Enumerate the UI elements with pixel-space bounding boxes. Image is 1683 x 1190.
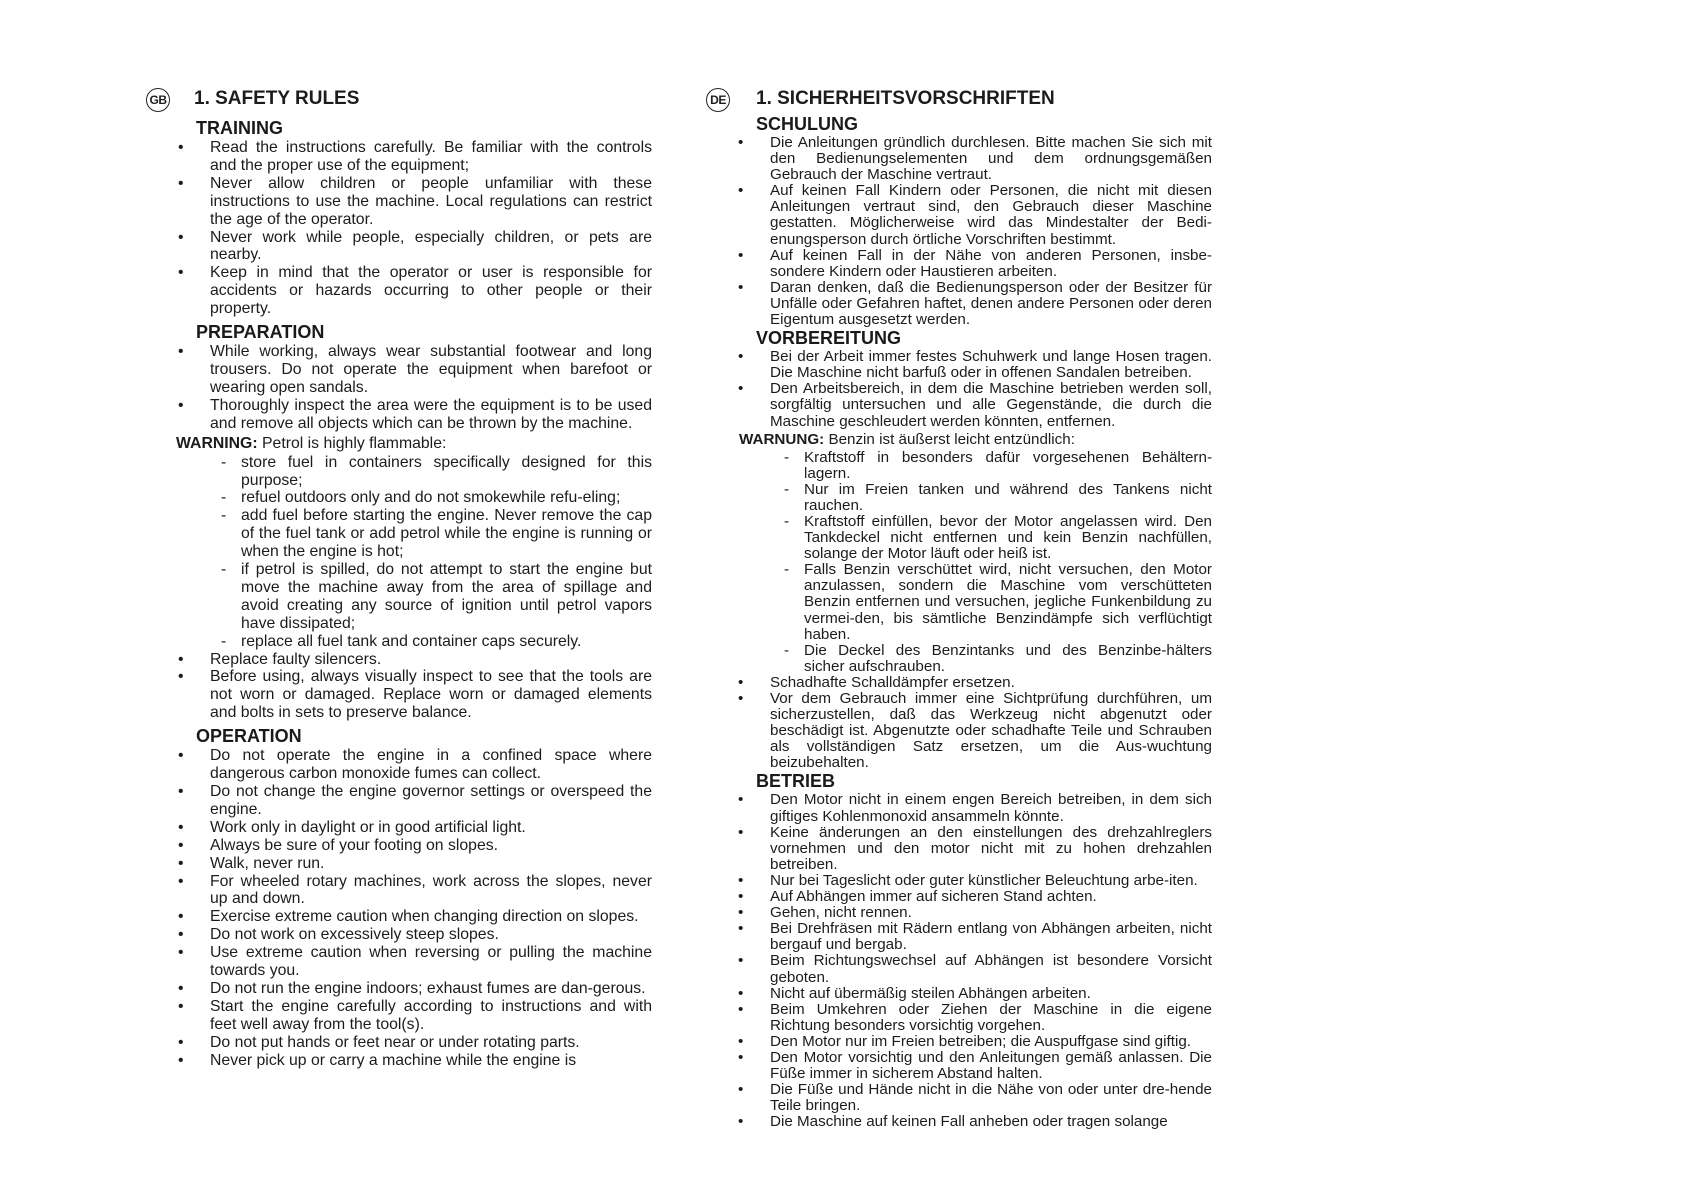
dash-item: - Die Deckel des Benzintanks und des Benzinbe-hälters sicher aufschrauben.: [706, 643, 1212, 675]
language-badge-de: DE: [706, 88, 730, 112]
list-item: • Gehen, nicht rennen.: [706, 905, 1212, 921]
dash-item: - Kraftstoff in besonders dafür vorgesehenen Behältern-lagern.: [706, 450, 1212, 482]
list-item: • Keep in mind that the operator or user is responsible for accidents or hazards occurring to other people or their property.: [146, 264, 652, 318]
operation-heading: OPERATION: [196, 726, 302, 747]
list-item: • Den Motor nicht in einem engen Bereich betreiben, in dem sich giftiges Kohlenmonoxid ansammeln könnte.: [706, 792, 1212, 824]
after-warning-list: [146, 651, 652, 723]
language-badge-gb: GB: [146, 88, 170, 112]
operation-list: [146, 747, 652, 1069]
list-item: • Vor dem Gebrauch immer eine Sichtprüfung durchführen, um sicherzustellen, daß das Werkzeug nicht abgenutzt oder beschädigt ist. Abgenutzte oder schadhafte Teile und Schrauben als vollständigen Satz ersetzen, um die Aus-wuchtung beizubehalten.: [706, 691, 1212, 771]
list-item: • Replace faulty silencers.: [146, 651, 652, 669]
dash-item: - Falls Benzin verschüttet wird, nicht versuchen, den Motor anzulassen, sondern die Maschine vom verschütteten Benzin entfernen und versuchen, jegliche Funkenbildung zu vermei-den, bis sämtliche Benzindämpfe sich verflüchtigt haben.: [706, 562, 1212, 642]
list-item: • Schadhafte Schalldämpfer ersetzen.: [706, 675, 1212, 691]
vorbereitung-list: [706, 349, 1212, 429]
warning-list: [146, 454, 652, 651]
betrieb-heading: BETRIEB: [756, 771, 836, 792]
list-item: • Die Füße und Hände nicht in die Nähe von oder unter dre-hende Teile bringen.: [706, 1082, 1212, 1114]
list-item: • Read the instructions carefully. Be familiar with the controls and the proper use of the equipment;: [146, 139, 652, 175]
list-item: • Den Motor nur im Freien betreiben; die Auspuffgase sind giftig.: [706, 1034, 1212, 1050]
dash-item: - store fuel in containers specifically designed for this purpose;: [146, 454, 652, 490]
list-item: • Auf keinen Fall in der Nähe von anderen Personen, insbe-sondere Kindern oder Haustieren arbeiten.: [706, 248, 1212, 280]
list-item: • Den Arbeitsbereich, in dem die Maschine betrieben werden soll, sorgfältig untersuchen und alle Gegenstände, die durch die Maschine geschleudert werden könnten, entfernen.: [706, 381, 1212, 429]
list-item: • Work only in daylight or in good artificial light.: [146, 819, 652, 837]
vorbereitung-heading: VORBEREITUNG: [756, 328, 902, 349]
list-item: • Beim Richtungswechsel auf Abhängen ist besondere Vorsicht geboten.: [706, 953, 1212, 985]
list-item: • Do not work on excessively steep slopes.: [146, 926, 652, 944]
german-title: 1. SICHERHEITSVORSCHRIFTEN: [756, 88, 1055, 109]
dash-item: - replace all fuel tank and container caps securely.: [146, 633, 652, 651]
preparation-heading: PREPARATION: [196, 322, 325, 343]
german-column: [706, 88, 1212, 1130]
english-title: 1. SAFETY RULES: [194, 88, 360, 109]
warning-text: Petrol is highly flammable:: [257, 434, 447, 452]
list-item: • Beim Umkehren oder Ziehen der Maschine in die eigene Richtung besonders vorsichtig vorgehen.: [706, 1002, 1212, 1034]
list-item: • Auf keinen Fall Kindern oder Personen, die nicht mit diesen Anleitungen vertraut sind, den Gebrauch dieser Maschine gestatten. Möglicherweise wird das Mindestalter der Bedi-enungsperson durch örtliche Vorschriften bestimmt.: [706, 183, 1212, 247]
list-item: • Use extreme caution when reversing or pulling the machine towards you.: [146, 944, 652, 980]
list-item: • Always be sure of your footing on slopes.: [146, 837, 652, 855]
list-item: • Den Motor vorsichtig und den Anleitungen gemäß anlassen. Die Füße immer in sicherem Abstand halten.: [706, 1050, 1212, 1082]
german-header: [706, 88, 1212, 114]
list-item: • Do not change the engine governor settings or overspeed the engine.: [146, 783, 652, 819]
warning-label: WARNING:: [176, 434, 258, 452]
dash-item: - Nur im Freien tanken und während des Tankens nicht rauchen.: [706, 482, 1212, 514]
dash-item: - Kraftstoff einfüllen, bevor der Motor angelassen wird. Den Tankdeckel nicht entfernen und kein Benzin nachfüllen, solange der Motor läuft oder heiß ist.: [706, 514, 1212, 562]
betrieb-list: [706, 792, 1212, 1130]
preparation-list: [146, 343, 652, 433]
list-item: • Do not operate the engine in a confined space where dangerous carbon monoxide fumes can collect.: [146, 747, 652, 783]
list-item: • For wheeled rotary machines, work across the slopes, never up and down.: [146, 873, 652, 909]
training-list: [146, 139, 652, 318]
list-item: • Keine änderungen an den einstellungen des drehzahlreglers vornehmen und den motor nicht mit zu hohen drehzahlen betreiben.: [706, 825, 1212, 873]
list-item: • Before using, always visually inspect to see that the tools are not worn or damaged. Replace worn or damaged elements and bolts in sets to preserve balance.: [146, 668, 652, 722]
list-item: • Do not run the engine indoors; exhaust fumes are dan-gerous.: [146, 980, 652, 998]
list-item: • Walk, never run.: [146, 855, 652, 873]
list-item: • Never pick up or carry a machine while the engine is: [146, 1052, 652, 1070]
warnung-text: Benzin ist äußerst leicht entzündlich:: [824, 430, 1075, 448]
list-item: • Thoroughly inspect the area were the equipment is to be used and remove all objects which can be thrown by the machine.: [146, 397, 652, 433]
english-header: [146, 88, 652, 114]
list-item: • Bei Drehfräsen mit Rädern entlang von Abhängen arbeiten, nicht bergauf und bergab.: [706, 921, 1212, 953]
dash-item: - add fuel before starting the engine. Never remove the cap of the fuel tank or add petrol while the engine is running or when the engine is hot;: [146, 507, 652, 561]
list-item: • Never work while people, especially children, or pets are nearby.: [146, 229, 652, 265]
list-item: • Nicht auf übermäßig steilen Abhängen arbeiten.: [706, 986, 1212, 1002]
warnung-line: [706, 431, 1212, 449]
list-item: • Do not put hands or feet near or under rotating parts.: [146, 1034, 652, 1052]
list-item: • Never allow children or people unfamiliar with these instructions to use the machine. Local regulations can restrict the age of the operator.: [146, 175, 652, 229]
list-item: • Nur bei Tageslicht oder guter künstlicher Beleuchtung arbe-iten.: [706, 873, 1212, 889]
warnung-list: [706, 450, 1212, 675]
list-item: • Bei der Arbeit immer festes Schuhwerk und lange Hosen tragen. Die Maschine nicht barfuß oder in offenen Sandalen betreiben.: [706, 349, 1212, 381]
dash-item: - refuel outdoors only and do not smokewhile refu-eling;: [146, 489, 652, 507]
schulung-heading: SCHULUNG: [756, 114, 858, 134]
dash-item: - if petrol is spilled, do not attempt to start the engine but move the machine away from the area of spillage and avoid creating any source of ignition until petrol vapors have dissipated;: [146, 561, 652, 633]
training-heading: TRAINING: [196, 118, 283, 138]
list-item: • Die Maschine auf keinen Fall anheben oder tragen solange: [706, 1114, 1212, 1130]
after-warnung-list: [706, 675, 1212, 772]
list-item: • Exercise extreme caution when changing direction on slopes.: [146, 908, 652, 926]
english-column: [146, 88, 652, 1070]
list-item: • Die Anleitungen gründlich durchlesen. Bitte machen Sie sich mit den Bedienungselementen und dem ordnungsgemäßen Gebrauch der Maschine vertraut.: [706, 135, 1212, 183]
list-item: • Start the engine carefully according to instructions and with feet well away from the tool(s).: [146, 998, 652, 1034]
schulung-list: [706, 135, 1212, 328]
list-item: • Auf Abhängen immer auf sicheren Stand achten.: [706, 889, 1212, 905]
warning-line: [146, 434, 652, 453]
list-item: • While working, always wear substantial footwear and long trousers. Do not operate the equipment when barefoot or wearing open sandals.: [146, 343, 652, 397]
warnung-label: WARNUNG:: [739, 430, 825, 448]
list-item: • Daran denken, daß die Bedienungsperson oder der Besitzer für Unfälle oder Gefahren haftet, denen andere Personen oder deren Eigentum ausgesetzt werden.: [706, 280, 1212, 328]
